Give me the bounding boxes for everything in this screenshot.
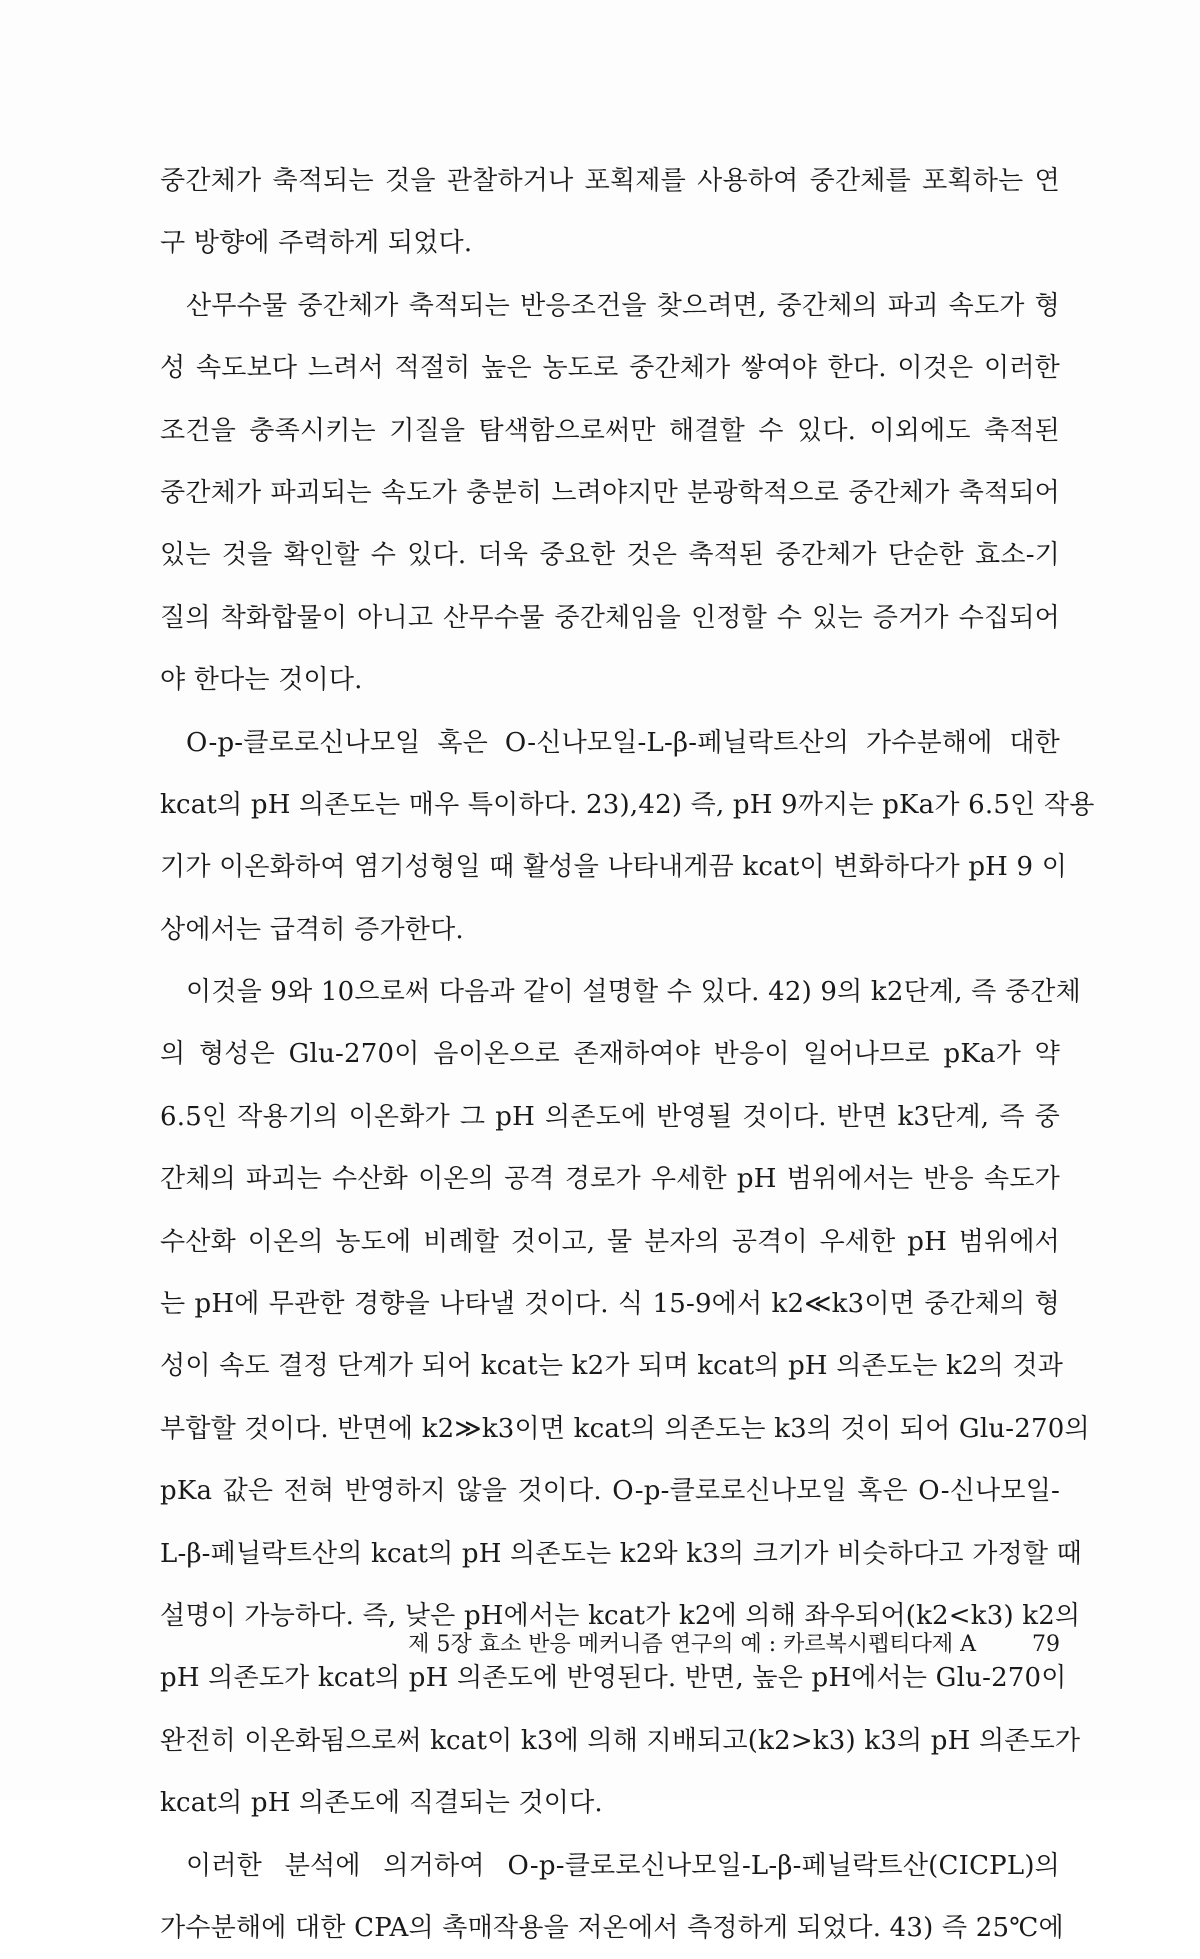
text-line: 6.5인 작용기의 이온화가 그 pH 의존도에 반영될 것이다. 반면 k3단계, 즉 중	[160, 1101, 1060, 1132]
text-line: pH 의존도가 kcat의 pH 의존도에 반영된다. 반면, 높은 pH에서는 Glu-270이	[160, 1663, 1067, 1694]
paragraph-start-line: 이것을 9와 10으로써 다음과 같이 설명할 수 있다. 42) 9의 k2단계, 즉 중간체	[186, 977, 1081, 1008]
text-line: 는 pH에 무관한 경향을 나타낼 것이다. 식 15-9에서 k2≪k3이면 중간체의 형	[160, 1289, 1060, 1320]
text-line: 중간체가 파괴되는 속도가 충분히 느려야지만 분광학적으로 중간체가 축적되어	[160, 477, 1060, 508]
text-line: 조건을 충족시키는 기질을 탐색함으로써만 해결할 수 있다. 이외에도 축적된	[160, 415, 1060, 446]
text-line: 구 방향에 주력하게 되었다.	[160, 228, 473, 259]
text-line: 성 속도보다 느려서 적절히 높은 농도로 중간체가 쌓여야 한다. 이것은 이러한	[160, 353, 1060, 384]
text-line: 상에서는 급격히 증가한다.	[160, 914, 464, 945]
text-line: 있는 것을 확인할 수 있다. 더욱 중요한 것은 축적된 중간체가 단순한 효소-기	[160, 540, 1060, 571]
text-line: L-β-페닐락트산의 kcat의 pH 의존도는 k2와 k3의 크기가 비슷하다고 가정할 때	[160, 1538, 1082, 1569]
text-line: 중간체가 축적되는 것을 관찰하거나 포획제를 사용하여 중간체를 포획하는 연	[160, 166, 1060, 196]
text-line: kcat의 pH 의존도는 매우 특이하다. 23),42) 즉, pH 9까지는 pKa가 6.5인 작용	[160, 789, 1095, 820]
paragraph-start-line: O-p-클로로신나모일 혹은 O-신나모일-L-β-페닐락트산의 가수분해에 대한	[186, 727, 1060, 758]
paragraph-start-line: 이러한 분석에 의거하여 O-p-클로로신나모일-L-β-페닐락트산(CICPL)의	[186, 1850, 1060, 1881]
text-line: 성이 속도 결정 단계가 되어 kcat는 k2가 되며 kcat의 pH 의존도는 k2의 것과	[160, 1351, 1064, 1382]
text-line: 의 형성은 Glu-270이 음이온으로 존재하여야 반응이 일어나므로 pKa가 약	[160, 1039, 1060, 1070]
paragraph-start-line: 산무수물 중간체가 축적되는 반응조건을 찾으려면, 중간체의 파괴 속도가 형	[186, 290, 1060, 321]
text-line: 가수분해에 대한 CPA의 촉매작용을 저온에서 측정하게 되었다. 43) 즉 25℃에	[160, 1912, 1064, 1943]
text-line: 간체의 파괴는 수산화 이온의 공격 경로가 우세한 pH 범위에서는 반응 속도가	[160, 1164, 1060, 1195]
text-line: 질의 착화합물이 아니고 산무수물 중간체임을 인정할 수 있는 증거가 수집되어	[160, 602, 1060, 633]
page-number: 79	[1032, 1632, 1060, 1657]
text-line: pKa 값은 전혀 반영하지 않을 것이다. O-p-클로로신나모일 혹은 O-신나모일-	[160, 1476, 1060, 1507]
body-text	[160, 150, 1095, 1959]
text-line: 야 한다는 것이다.	[160, 665, 363, 696]
text-line: 완전히 이온화됨으로써 kcat이 k3에 의해 지배되고(k2>k3) k3의 pH 의존도가	[160, 1725, 1081, 1756]
chapter-running-title: 제 5장 효소 반응 메커니즘 연구의 예 : 카르복시펩티다제 A	[408, 1632, 976, 1657]
text-line: 기가 이온화하여 염기성형일 때 활성을 나타내게끔 kcat이 변화하다가 pH 9 이	[160, 852, 1068, 883]
text-line: 부합할 것이다. 반면에 k2≫k3이면 kcat의 의존도는 k3의 것이 되어 Glu-270의	[160, 1413, 1090, 1444]
text-line: kcat의 pH 의존도에 직결되는 것이다.	[160, 1788, 603, 1819]
text-line: 설명이 가능하다. 즉, 낮은 pH에서는 kcat가 k2에 의해 좌우되어(k2<k3) k2의	[160, 1600, 1081, 1631]
text-line: 수산화 이온의 농도에 비례할 것이고, 물 분자의 공격이 우세한 pH 범위에서	[160, 1226, 1060, 1257]
page-footer	[160, 1625, 1060, 1665]
